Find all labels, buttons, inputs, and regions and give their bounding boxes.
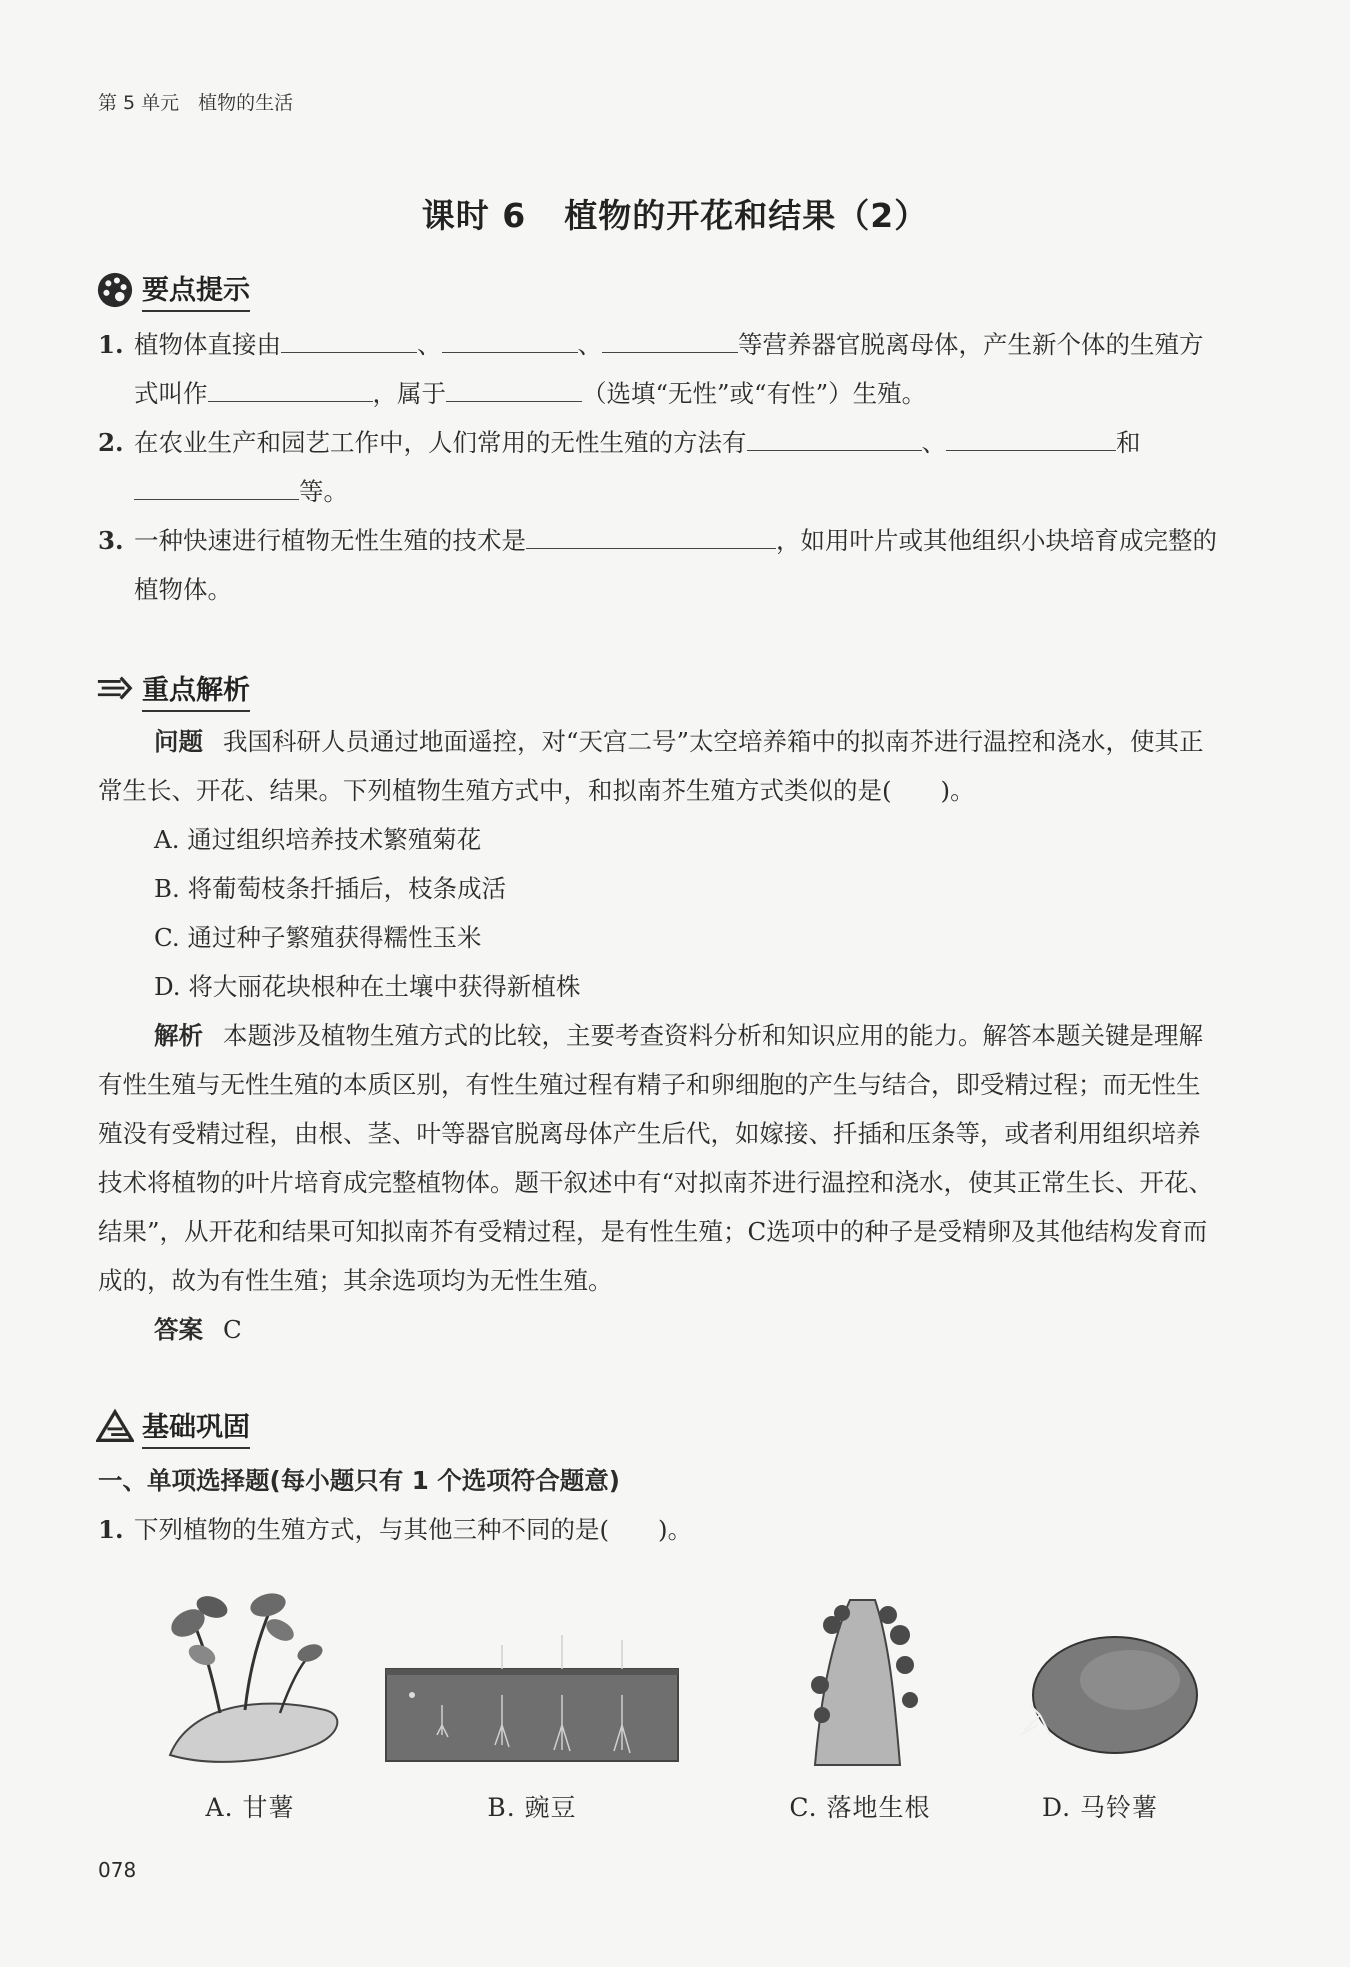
kalanchoe-leaf-illustration	[760, 1585, 960, 1770]
answer-label: 答案	[154, 1315, 203, 1344]
item-text: ，如用叶片或其他组织小块培育成完整的植物体。	[134, 526, 1217, 604]
item-number: 1.	[98, 330, 124, 359]
fill-blank[interactable]	[134, 469, 299, 500]
section-key-points-title: 要点提示	[142, 268, 250, 312]
sweet-potato-illustration	[150, 1585, 350, 1770]
item-text: 、	[577, 330, 602, 359]
explanation-paragraph	[98, 1011, 1224, 1305]
figure-kalanchoe	[760, 1585, 960, 1824]
figure-caption: C. 落地生根	[789, 1793, 931, 1822]
item-text: 在农业生产和园艺工作中，人们常用的无性生殖的方法有	[134, 428, 747, 457]
section-basics-title: 基础巩固	[142, 1405, 250, 1449]
answer-value: C	[223, 1315, 242, 1344]
fill-blank[interactable]	[208, 371, 373, 402]
lesson-title	[0, 190, 1350, 237]
item-text: 、	[417, 330, 442, 359]
question-1-text: 下列植物的生殖方式，与其他三种不同的是( )。	[134, 1515, 693, 1544]
pyramid-icon	[96, 1408, 134, 1446]
potato-illustration	[1000, 1585, 1200, 1770]
section-analysis-header	[96, 668, 250, 712]
explanation-label: 解析	[154, 1021, 203, 1050]
fill-blank[interactable]	[446, 371, 582, 402]
item-text: 、	[921, 428, 946, 457]
question-label: 问题	[154, 727, 203, 756]
item-text: 一种快速进行植物无性生殖的技术是	[134, 526, 526, 555]
fill-blank[interactable]	[281, 322, 417, 353]
section-analysis-title: 重点解析	[142, 668, 250, 712]
section-basics-header	[96, 1405, 250, 1449]
section-key-points-header	[96, 268, 250, 312]
page-number: 078	[98, 1858, 137, 1882]
fill-blank[interactable]	[442, 322, 578, 353]
item-number: 1.	[98, 1515, 124, 1544]
item-text: 和	[1116, 428, 1141, 457]
subsection-title: 一、单项选择题(每小题只有 1 个选项符合题意)	[98, 1466, 620, 1495]
running-head: 第 5 单元 植物的生活	[98, 92, 294, 114]
fill-blank[interactable]	[602, 322, 738, 353]
item-number: 3.	[98, 526, 124, 555]
lines-arrow-icon	[96, 671, 134, 709]
option-d: D. 将大丽花块根种在土壤中获得新植株	[154, 972, 581, 1001]
item-number: 2.	[98, 428, 124, 457]
option-c: C. 通过种子繁殖获得糯性玉米	[154, 923, 482, 952]
fill-blank[interactable]	[526, 518, 776, 549]
palette-icon	[96, 271, 134, 309]
item-text: 等。	[299, 477, 348, 506]
fill-blank[interactable]	[946, 420, 1116, 451]
item-text: 植物体直接由	[134, 330, 281, 359]
figure-caption: B. 豌豆	[487, 1793, 577, 1822]
key-point-2	[98, 418, 1224, 516]
figure-sweet-potato	[150, 1585, 350, 1824]
item-text: （选填“无性”或“有性”）生殖。	[582, 379, 927, 408]
figure-potato	[1000, 1585, 1200, 1824]
question-paragraph	[98, 717, 1224, 815]
lesson-title-text: 植物的开花和结果（2）	[564, 196, 929, 235]
question-text: 我国科研人员通过地面遥控，对“天宫二号”太空培养箱中的拟南芥进行温控和浇水，使其正常生长、开花、结果。下列植物生殖方式中，和拟南芥生殖方式类似的是( )。	[98, 727, 1204, 805]
answer-line	[98, 1305, 1224, 1354]
question-1	[98, 1505, 1224, 1554]
fill-blank[interactable]	[747, 420, 922, 451]
key-point-3	[98, 516, 1224, 614]
figure-pea	[382, 1585, 682, 1824]
key-point-1	[98, 320, 1224, 418]
analysis-block	[98, 717, 1224, 1354]
option-a: A. 通过组织培养技术繁殖菊花	[154, 825, 482, 854]
basics-block	[98, 1456, 1224, 1554]
explanation-text: 本题涉及植物生殖方式的比较，主要考查资料分析和知识应用的能力。解答本题关键是理解有性生殖与无性生殖的本质区别，有性生殖过程有精子和卵细胞的产生与结合，即受精过程；而无性生殖没有受精过程，由根、茎、叶等器官脱离母体产生后代，如嫁接、扦插和压条等，或者利用组织培养技术将植物的叶片培育成完整植物体。题干叙述中有“对拟南芥进行温控和浇水，使其正常生长、开花、结果”，从开花和结果可知拟南芥有受精过程，是有性生殖；C选项中的种子是受精卵及其他结构发育而成的，故为有性生殖；其余选项均为无性生殖。	[98, 1021, 1214, 1295]
figure-caption: A. 甘薯	[205, 1793, 295, 1822]
item-text: 等营养器官脱离母体，产生新个体的生殖方式叫作	[134, 330, 1204, 408]
pea-germination-illustration	[382, 1585, 682, 1770]
option-b: B. 将葡萄枝条扦插后，枝条成活	[154, 874, 507, 903]
item-text: ，属于	[372, 379, 446, 408]
key-points-list	[98, 320, 1224, 614]
lesson-number: 课时 6	[421, 196, 527, 235]
figure-caption: D. 马铃薯	[1041, 1793, 1159, 1822]
